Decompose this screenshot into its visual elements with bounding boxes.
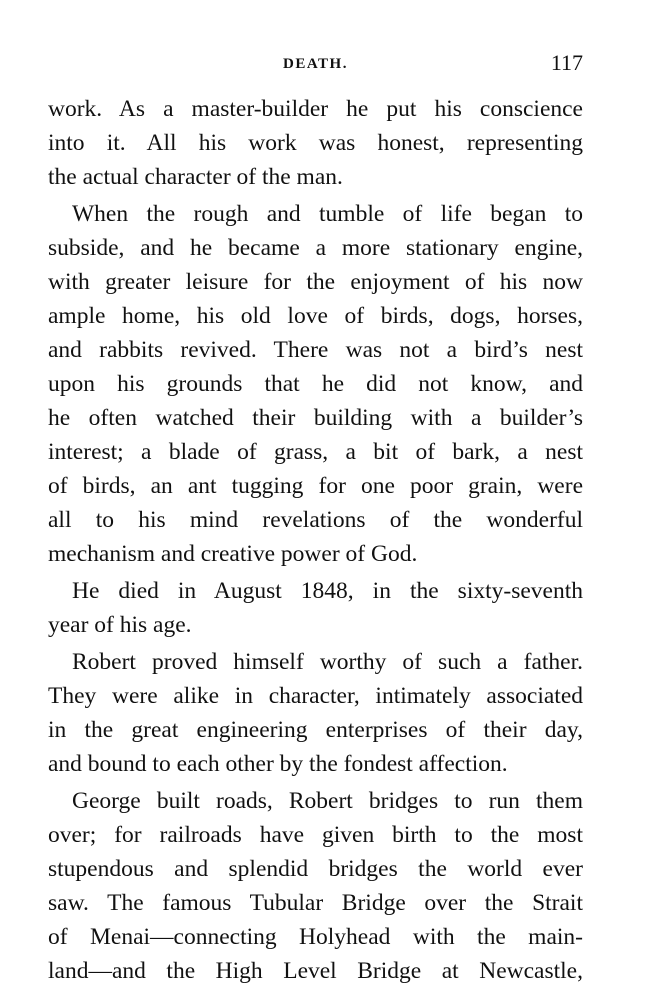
- text-line: and bound to each other by the fondest affection.: [48, 751, 508, 777]
- running-head: [48, 50, 583, 80]
- text-line: with greater leisure for the enjoyment of his now: [48, 269, 583, 295]
- text-line: of birds, an ant tugging for one poor grain, were: [48, 473, 583, 499]
- text-line: ample home, his old love of birds, dogs, horses,: [48, 303, 583, 329]
- text-line: subside, and he became a more stationary engine,: [48, 235, 583, 261]
- text-line: interest; a blade of grass, a bit of bark, a nest: [48, 439, 583, 465]
- running-title: DEATH.: [283, 56, 348, 72]
- text-line: into it. All his work was honest, representing: [48, 130, 583, 156]
- text-line: of Menai—connecting Holyhead with the main-: [48, 924, 583, 950]
- text-line: all to his mind revelations of the wonderful: [48, 507, 583, 533]
- text-line: work. As a master-builder he put his conscience: [48, 96, 583, 122]
- text-line: year of his age.: [48, 612, 192, 638]
- paragraph-4: [48, 645, 583, 781]
- text-line: They were alike in character, intimately associated: [48, 683, 583, 709]
- paragraph-2: [48, 197, 583, 571]
- text-line: upon his grounds that he did not know, and: [48, 371, 583, 397]
- paragraph-3: [48, 574, 583, 642]
- text-line: the actual character of the man.: [48, 164, 343, 190]
- text-line: When the rough and tumble of life began to: [72, 201, 583, 227]
- paragraph-5: [48, 784, 583, 988]
- text-line: and rabbits revived. There was not a bird’s nest: [48, 337, 583, 363]
- text-line: in the great engineering enterprises of their day,: [48, 717, 583, 743]
- text-line: mechanism and creative power of God.: [48, 541, 418, 567]
- text-line: saw. The famous Tubular Bridge over the Strait: [48, 890, 583, 916]
- text-line: stupendous and splendid bridges the world ever: [48, 856, 583, 882]
- text-line: land—and the High Level Bridge at Newcastle,: [48, 958, 583, 984]
- text-line: Robert proved himself worthy of such a father.: [72, 649, 583, 675]
- text-line: over; for railroads have given birth to the most: [48, 822, 583, 848]
- text-line: George built roads, Robert bridges to run them: [72, 788, 583, 814]
- page-number: 117: [550, 50, 583, 75]
- text-line: he often watched their building with a builder’s: [48, 405, 583, 431]
- text-line: He died in August 1848, in the sixty-seventh: [72, 578, 583, 604]
- body-text: [48, 92, 583, 988]
- paragraph-1: [48, 92, 583, 194]
